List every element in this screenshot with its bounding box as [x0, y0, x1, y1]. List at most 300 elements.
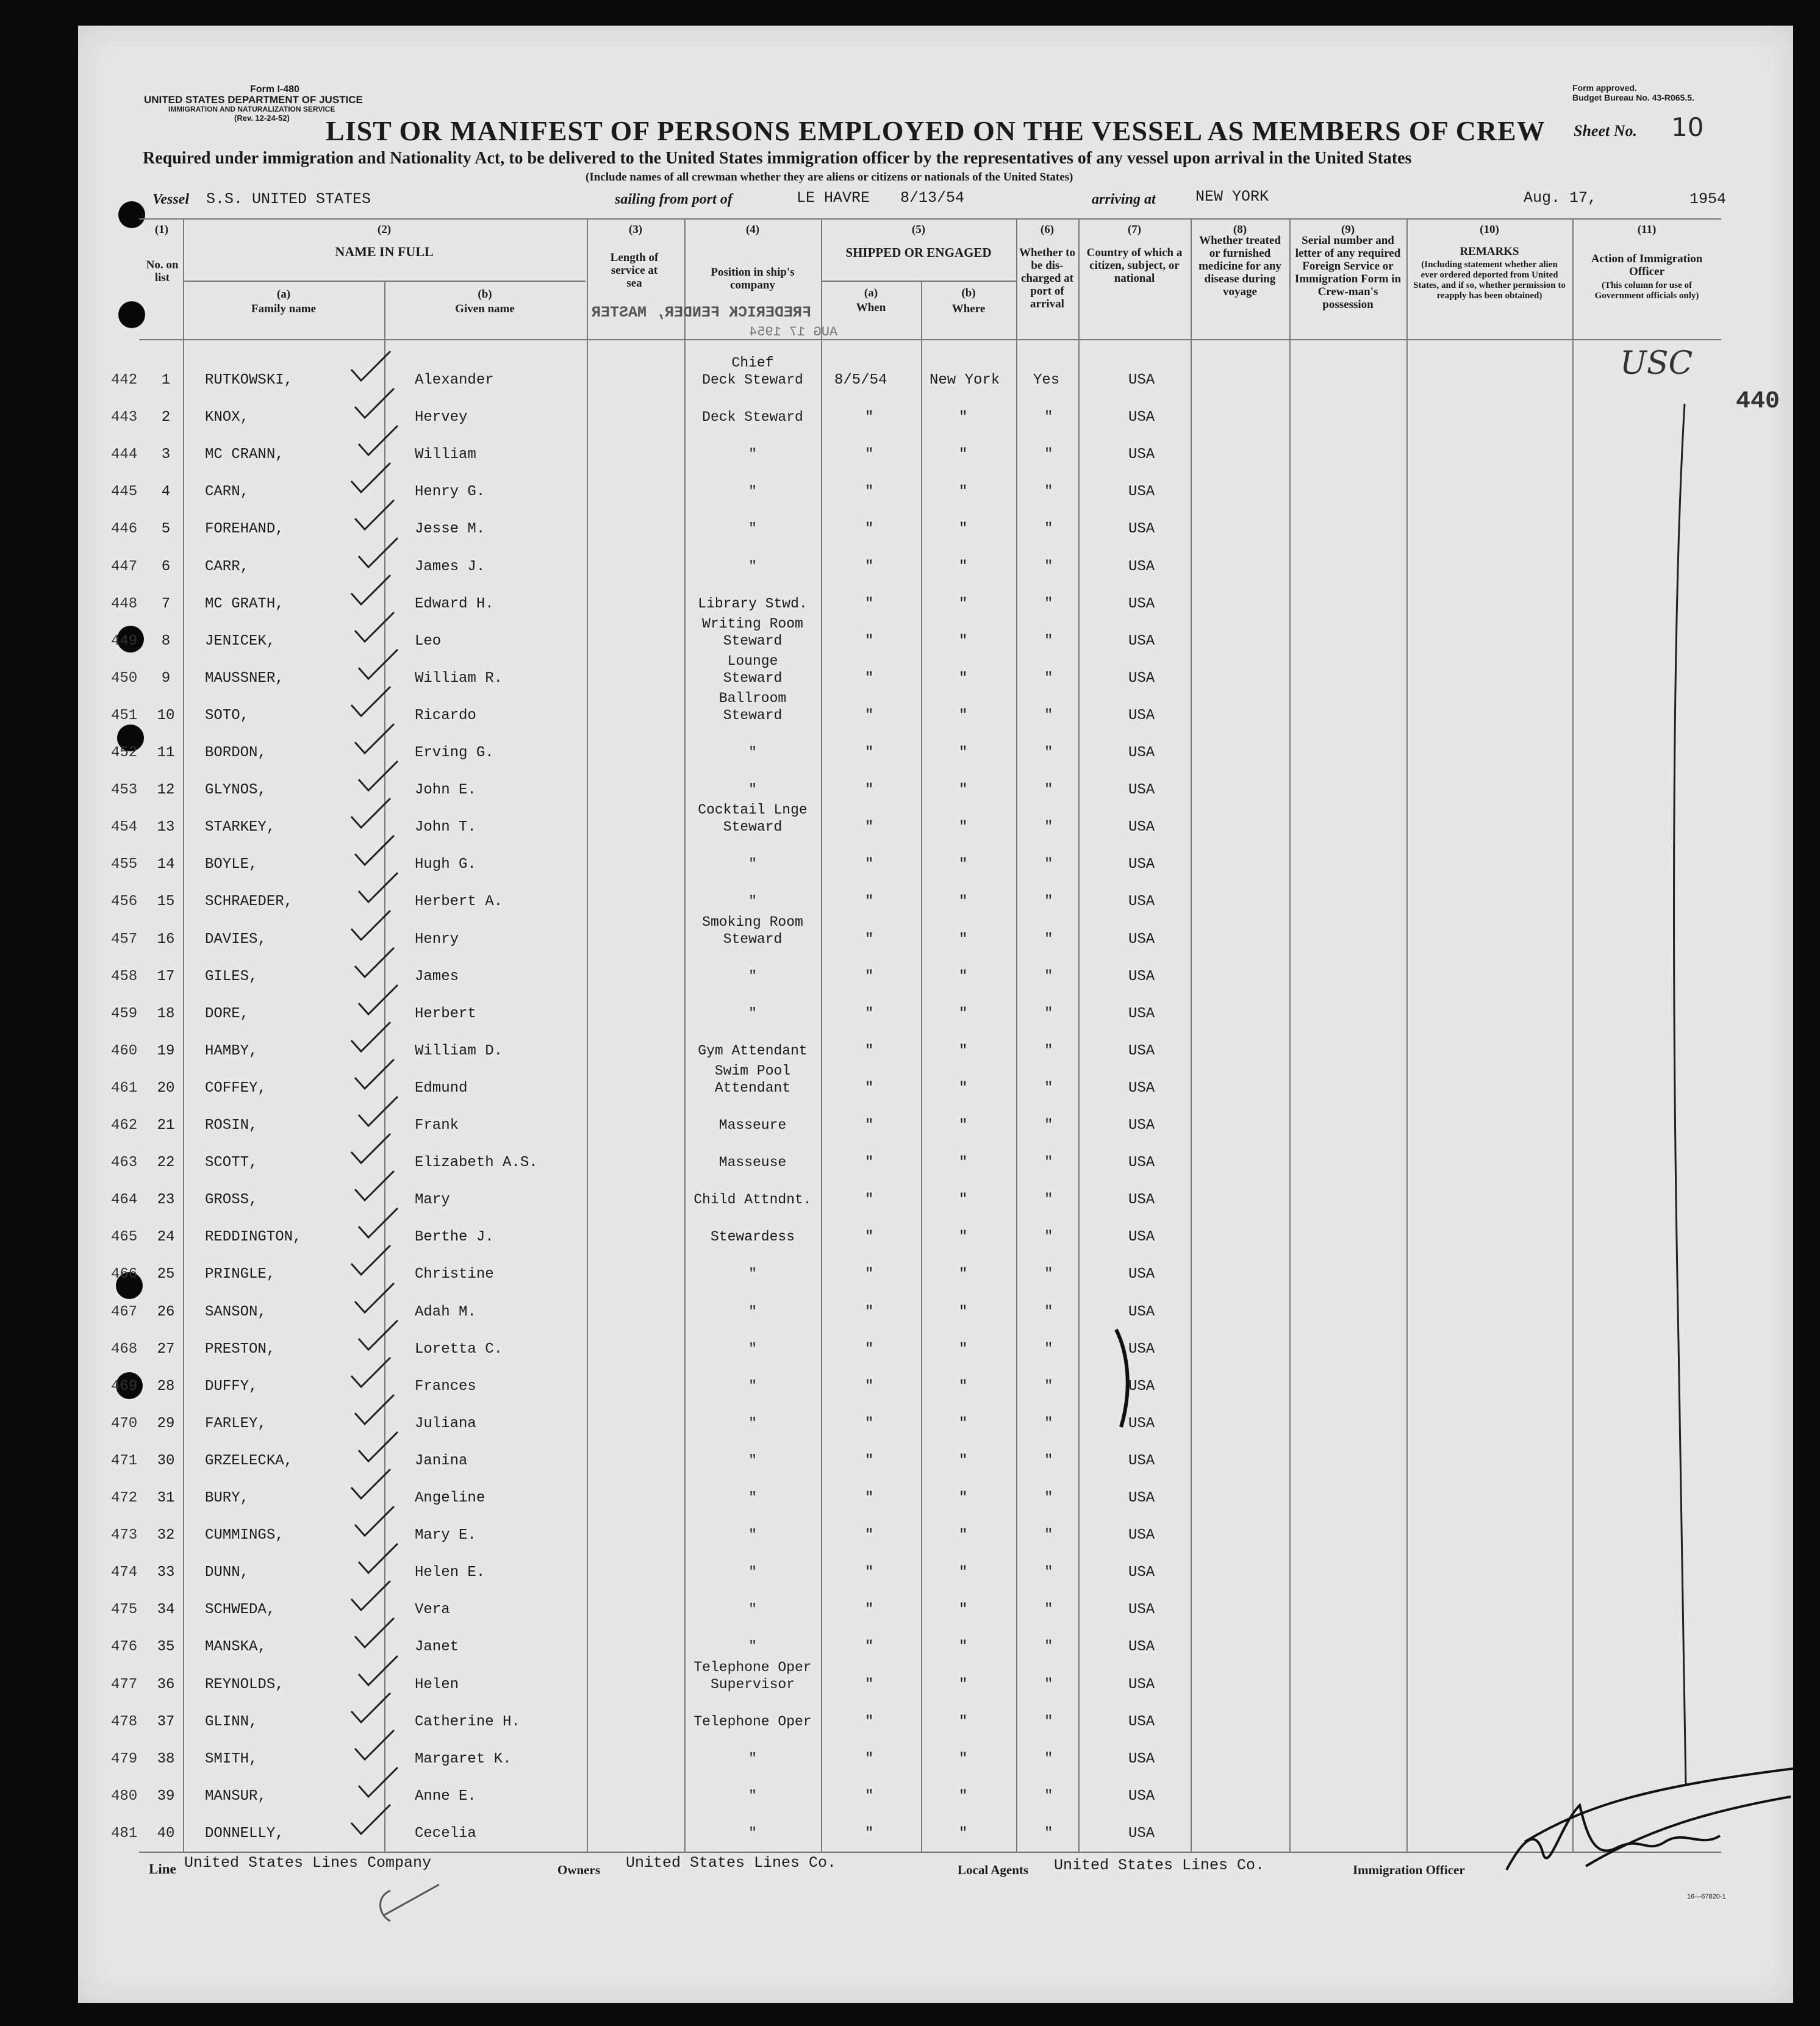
list-ref-number: 466	[111, 1266, 138, 1283]
stamp-date: AUG 17 1954	[749, 324, 838, 340]
check-mark-icon	[348, 573, 396, 609]
family-name: ROSIN,	[205, 1117, 258, 1134]
discharge-flag: "	[1044, 1602, 1053, 1618]
position-title: Supervisor	[710, 1677, 795, 1692]
check-mark-icon	[348, 1131, 396, 1168]
column-rule	[821, 218, 822, 1853]
position-title: "	[748, 968, 757, 984]
arrival-date: Aug. 17,	[1524, 189, 1597, 207]
list-ref-number: 454	[111, 819, 138, 836]
vessel-name: S.S. UNITED STATES	[206, 190, 371, 208]
check-mark-icon	[348, 1691, 396, 1727]
given-name: Edward H.	[415, 596, 494, 612]
list-ref-number: 462	[111, 1117, 138, 1134]
discharge-flag: "	[1044, 707, 1053, 724]
shipped-date: "	[865, 1453, 874, 1469]
list-ref-number: 481	[111, 1825, 138, 1842]
form-code: 16—67820-1	[1687, 1893, 1726, 1900]
position-title: Ballroom	[718, 690, 787, 706]
column-number: (8)	[1233, 223, 1247, 236]
check-mark-icon	[355, 1094, 404, 1131]
check-mark-icon	[355, 983, 404, 1019]
family-name: BURY,	[205, 1490, 249, 1506]
list-ref-number: 469	[111, 1378, 138, 1395]
column-rule	[587, 218, 588, 1853]
row-number: 35	[157, 1639, 175, 1655]
list-ref-number: 442	[111, 372, 138, 388]
citizenship-country: USA	[1128, 1788, 1155, 1805]
list-ref-number: 467	[111, 1304, 138, 1320]
list-ref-number: 444	[111, 446, 138, 463]
list-ref-number: 461	[111, 1080, 138, 1097]
given-name: Christine	[415, 1266, 494, 1283]
arrival-year: 1954	[1689, 190, 1727, 208]
row-number: 24	[157, 1229, 175, 1245]
check-mark-icon	[348, 1243, 396, 1280]
row-number: 17	[157, 968, 175, 985]
position-title: Chief	[731, 355, 774, 371]
list-ref-number: 470	[111, 1416, 138, 1432]
family-name: MC CRANN,	[205, 446, 284, 463]
citizenship-country: USA	[1128, 559, 1155, 575]
family-name: STARKEY,	[205, 819, 276, 836]
given-name: Janet	[415, 1639, 459, 1655]
given-name: Vera	[415, 1602, 450, 1618]
position-title: Writing Room	[702, 616, 803, 632]
check-mark-icon	[351, 721, 400, 758]
position-title: "	[748, 1564, 757, 1580]
check-mark-icon	[355, 647, 404, 684]
row-number: 4	[161, 484, 171, 500]
family-name: GRZELECKA,	[205, 1453, 293, 1469]
discharge-flag: "	[1044, 633, 1053, 650]
check-mark-icon	[355, 1206, 404, 1242]
given-name: William D.	[415, 1043, 503, 1059]
action-note: (This column for use of Government officials only)	[1594, 281, 1699, 301]
check-mark-icon	[355, 759, 404, 795]
discharge-flag: "	[1044, 893, 1053, 910]
shipped-date: "	[865, 521, 874, 537]
discharge-flag: "	[1044, 484, 1053, 500]
discharge-flag: "	[1044, 1266, 1053, 1283]
row-number: 2	[161, 409, 171, 426]
column-number: (1)	[154, 223, 169, 236]
given-name: Alexander	[415, 372, 494, 388]
discharge-flag: "	[1044, 1825, 1053, 1842]
check-mark-icon	[348, 1578, 396, 1615]
citizenship-country: USA	[1128, 1453, 1155, 1469]
discharge-flag: "	[1044, 1006, 1053, 1022]
position-title: "	[748, 1378, 757, 1394]
column-sub-b: (b)	[961, 287, 976, 299]
row-number: 39	[157, 1788, 175, 1805]
discharge-flag: "	[1044, 559, 1053, 575]
owners-label: Owners	[557, 1863, 600, 1877]
shipped-place: "	[959, 1117, 968, 1134]
family-name: SANSON,	[205, 1304, 267, 1320]
citizenship-country: USA	[1128, 1341, 1155, 1358]
family-name: BORDON,	[205, 745, 267, 761]
row-number: 27	[157, 1341, 175, 1358]
column-number: (9)	[1341, 223, 1355, 236]
family-name: CARN,	[205, 484, 249, 500]
check-mark-icon	[355, 1430, 404, 1466]
given-name: Helen E.	[415, 1564, 485, 1581]
family-name: BOYLE,	[205, 856, 258, 873]
given-name: Herbert	[415, 1006, 476, 1022]
discharge-flag: "	[1044, 931, 1053, 948]
given-name: Hervey	[415, 409, 468, 426]
list-ref-number: 446	[111, 521, 138, 537]
column-number: (3)	[628, 223, 643, 236]
position-title: "	[748, 1266, 757, 1282]
row-number: 31	[157, 1490, 175, 1506]
check-mark-icon	[348, 1802, 396, 1839]
column-header-length-service: Length of service at sea	[610, 251, 659, 290]
given-name: Henry G.	[415, 484, 485, 500]
position-title: "	[748, 1639, 757, 1655]
discharge-flag: "	[1044, 1229, 1053, 1245]
column-rule	[921, 281, 922, 1853]
shipped-date: "	[865, 1006, 874, 1022]
position-title: Gym Attendant	[698, 1043, 808, 1059]
position-title: Masseure	[718, 1117, 787, 1133]
shipped-date: "	[865, 409, 874, 426]
position-title: Steward	[723, 633, 783, 649]
column-number: (11)	[1637, 223, 1657, 236]
shipped-place: "	[959, 968, 968, 985]
list-ref-number: 464	[111, 1192, 138, 1208]
shipped-place: "	[959, 1639, 968, 1655]
handwritten-initials: USC	[1620, 345, 1693, 382]
shipped-place: "	[959, 1453, 968, 1469]
given-name: Cecelia	[415, 1825, 476, 1842]
check-mark-icon	[348, 1467, 396, 1503]
sheet-number: 10	[1671, 112, 1704, 142]
manifest-subtitle: Required under immigration and Nationality Act, to be delivered to the United States immigration officer by the representatives of any vessel upon arrival in the United States	[143, 149, 1412, 168]
position-title: Steward	[723, 931, 783, 947]
list-ref-number: 460	[111, 1043, 138, 1059]
position-title: Steward	[723, 707, 783, 723]
check-mark-icon	[355, 1318, 404, 1355]
given-name: Berthe J.	[415, 1229, 494, 1245]
list-ref-number: 455	[111, 856, 138, 873]
family-name: DUNN,	[205, 1564, 249, 1581]
row-number: 26	[157, 1304, 175, 1320]
citizenship-country: USA	[1128, 1229, 1155, 1245]
position-title: Swim Pool	[714, 1063, 791, 1079]
list-ref-number: 458	[111, 968, 138, 985]
discharge-flag: "	[1044, 1714, 1053, 1730]
shipped-date: "	[865, 1154, 874, 1171]
shipped-place: "	[959, 484, 968, 500]
check-mark-icon	[351, 1504, 400, 1541]
shipped-date: 8/5/54	[834, 372, 887, 388]
family-name: GLYNOS,	[205, 782, 267, 798]
family-name: PRESTON,	[205, 1341, 276, 1358]
given-name: James	[415, 968, 459, 985]
form-number: Form I-480	[250, 84, 299, 95]
arriving-label: arriving at	[1092, 192, 1156, 207]
shipped-date: "	[865, 1677, 874, 1693]
discharge-flag: "	[1044, 446, 1053, 463]
row-number: 16	[157, 931, 175, 948]
shipped-place: "	[959, 1304, 968, 1320]
shipped-place: "	[959, 1266, 968, 1283]
shipped-place: "	[959, 1192, 968, 1208]
list-ref-number: 476	[111, 1639, 138, 1655]
check-mark-icon	[355, 1653, 404, 1690]
given-name: Catherine H.	[415, 1714, 520, 1730]
family-name: COFFEY,	[205, 1080, 267, 1097]
approval-line: Form approved.	[1572, 83, 1637, 93]
citizenship-country: USA	[1128, 819, 1155, 836]
shipped-date: "	[865, 1341, 874, 1358]
shipped-date: "	[865, 1788, 874, 1805]
discharge-flag: "	[1044, 1378, 1053, 1395]
discharge-flag: "	[1044, 670, 1053, 687]
family-name: GLINN,	[205, 1714, 258, 1730]
table-bottom-rule	[139, 1852, 1721, 1853]
family-name: FOREHAND,	[205, 521, 284, 537]
shipped-place: "	[959, 1825, 968, 1842]
column-number: (5)	[911, 223, 926, 236]
position-title: Deck Steward	[702, 372, 803, 388]
position-title: "	[748, 745, 757, 761]
shipped-date: "	[865, 1192, 874, 1208]
citizenship-country: USA	[1128, 1192, 1155, 1208]
shipped-date: "	[865, 670, 874, 687]
check-mark-icon	[351, 498, 400, 534]
column-sub-a: (a)	[276, 288, 291, 301]
row-number: 21	[157, 1117, 175, 1134]
family-name: FARLEY,	[205, 1416, 267, 1432]
given-name: Juliana	[415, 1416, 476, 1432]
position-title: Deck Steward	[702, 409, 803, 425]
list-ref-number: 449	[111, 633, 138, 650]
column-rule	[183, 218, 184, 1853]
row-number: 28	[157, 1378, 175, 1395]
citizenship-country: USA	[1128, 1564, 1155, 1581]
given-name: Adah M.	[415, 1304, 476, 1320]
row-number: 32	[157, 1527, 175, 1544]
column-number: (2)	[377, 223, 392, 236]
shipped-place: "	[959, 1043, 968, 1059]
citizenship-country: USA	[1128, 1043, 1155, 1059]
line-label: Line	[149, 1861, 176, 1877]
list-ref-number: 473	[111, 1527, 138, 1544]
remarks-note: (Including statement whether alien ever ordered deported from United States, and if so, whether permission to reapply has been obtained)	[1413, 260, 1566, 301]
shipped-date: "	[865, 856, 874, 873]
citizenship-country: USA	[1128, 1416, 1155, 1432]
list-ref-number: 468	[111, 1341, 138, 1358]
given-name: John E.	[415, 782, 476, 798]
row-number: 14	[157, 856, 175, 873]
check-mark-icon	[348, 684, 396, 721]
discharge-flag: "	[1044, 1043, 1053, 1059]
discharge-flag: "	[1044, 1751, 1053, 1767]
position-title: "	[748, 559, 757, 575]
position-title: "	[748, 782, 757, 798]
family-name: MAUSSNER,	[205, 670, 284, 687]
shipped-date: "	[865, 1117, 874, 1134]
position-title: Cocktail Lnge	[698, 802, 808, 818]
position-title: "	[748, 893, 757, 909]
list-ref-number: 465	[111, 1229, 138, 1245]
header-divider	[821, 281, 1016, 282]
check-mark-icon	[348, 349, 396, 385]
shipped-date: "	[865, 893, 874, 910]
column-rule	[1406, 218, 1408, 1853]
family-name: CUMMINGS,	[205, 1527, 284, 1544]
citizenship-country: USA	[1128, 931, 1155, 948]
given-name: Elizabeth A.S.	[415, 1154, 538, 1171]
position-title: "	[748, 1788, 757, 1804]
citizenship-country: USA	[1128, 782, 1155, 798]
discharge-flag: "	[1044, 1453, 1053, 1469]
shipped-date: "	[865, 931, 874, 948]
column-number: (6)	[1040, 223, 1055, 236]
shipped-place: "	[959, 1416, 968, 1432]
shipped-place: "	[959, 1006, 968, 1022]
shipped-date: "	[865, 1266, 874, 1283]
row-number: 33	[157, 1564, 175, 1581]
shipped-place: "	[959, 1714, 968, 1730]
family-name: DORE,	[205, 1006, 249, 1022]
column-rule	[1191, 218, 1192, 1853]
list-ref-number: 480	[111, 1788, 138, 1805]
discharge-flag: "	[1044, 819, 1053, 836]
shipped-date: "	[865, 1304, 874, 1320]
discharge-flag: "	[1044, 1117, 1053, 1134]
given-name: Jesse M.	[415, 521, 485, 537]
given-name: Angeline	[415, 1490, 485, 1506]
shipped-place: "	[959, 893, 968, 910]
departure-port: LE HAVRE	[797, 189, 870, 207]
shipped-place: "	[959, 856, 968, 873]
discharge-flag: "	[1044, 1639, 1053, 1655]
family-name: REYNOLDS,	[205, 1677, 284, 1693]
column-number: (4)	[745, 223, 760, 236]
discharge-flag: "	[1044, 596, 1053, 612]
row-number: 5	[161, 521, 171, 537]
row-number: 12	[157, 782, 175, 798]
shipped-date: "	[865, 707, 874, 724]
column-header-name: NAME IN FULL	[335, 244, 434, 259]
shipped-date: "	[865, 559, 874, 575]
family-name: SCHRAEDER,	[205, 893, 293, 910]
citizenship-country: USA	[1128, 521, 1155, 537]
given-name: Edmund	[415, 1080, 468, 1097]
check-mark-icon	[348, 1020, 396, 1056]
citizenship-country: USA	[1128, 633, 1155, 650]
family-name: CARR,	[205, 559, 249, 575]
position-title: Stewardess	[710, 1229, 795, 1245]
list-ref-number: 450	[111, 670, 138, 687]
given-name: Henry	[415, 931, 459, 948]
citizenship-country: USA	[1128, 484, 1155, 500]
citizenship-country: USA	[1128, 893, 1155, 910]
department-name: UNITED STATES DEPARTMENT OF JUSTICE	[144, 94, 363, 106]
discharge-flag: "	[1044, 1192, 1053, 1208]
row-number: 15	[157, 893, 175, 910]
row-number: 6	[161, 559, 171, 575]
check-mark-icon	[351, 1169, 400, 1205]
shipped-date: "	[865, 968, 874, 985]
discharge-flag: "	[1044, 1416, 1053, 1432]
sailing-label: sailing from port of	[615, 192, 733, 207]
citizenship-country: USA	[1128, 1080, 1155, 1097]
position-title: "	[748, 1304, 757, 1320]
given-name: Hugh G.	[415, 856, 476, 873]
shipped-place: "	[959, 596, 968, 612]
check-mark-icon	[348, 908, 396, 945]
position-title: "	[748, 1453, 757, 1469]
family-name: GILES,	[205, 968, 258, 985]
family-name: JENICEK,	[205, 633, 276, 650]
shipped-date: "	[865, 1714, 874, 1730]
list-ref-number: 457	[111, 931, 138, 948]
local-agents-label: Local Agents	[958, 1863, 1029, 1877]
service-name: IMMIGRATION AND NATURALIZATION SERVICE	[168, 105, 335, 113]
shipped-place: "	[959, 1378, 968, 1395]
citizenship-country: USA	[1128, 707, 1155, 724]
shipped-date: "	[865, 1825, 874, 1842]
row-number: 18	[157, 1006, 175, 1022]
row-number: 40	[157, 1825, 175, 1842]
shipped-place: "	[959, 1677, 968, 1693]
shipped-date: "	[865, 1639, 874, 1655]
citizenship-country: USA	[1128, 1304, 1155, 1320]
list-ref-number: 445	[111, 484, 138, 500]
given-name: William R.	[415, 670, 503, 687]
shipped-date: "	[865, 596, 874, 612]
column-number: (10)	[1480, 223, 1499, 236]
table-top-rule	[139, 218, 1721, 220]
given-name: Ricardo	[415, 707, 476, 724]
column-header-where: Where	[951, 302, 986, 315]
shipped-date: "	[865, 1490, 874, 1506]
shipped-place: "	[959, 1751, 968, 1767]
position-title: "	[748, 484, 757, 499]
shipped-date: "	[865, 782, 874, 798]
family-name: MANSKA,	[205, 1639, 267, 1655]
position-title: Steward	[723, 670, 783, 686]
check-mark-icon	[351, 610, 400, 646]
given-name: Anne E.	[415, 1788, 476, 1805]
family-name: REDDINGTON,	[205, 1229, 302, 1245]
citizenship-country: USA	[1128, 1154, 1155, 1171]
row-number: 20	[157, 1080, 175, 1097]
column-header-position: Position in ship's company	[711, 266, 795, 292]
discharge-flag: "	[1044, 782, 1053, 798]
check-mark-icon	[355, 1765, 404, 1802]
check-mark-icon	[351, 1392, 400, 1429]
row-number: 30	[157, 1453, 175, 1469]
family-name: HAMBY,	[205, 1043, 258, 1059]
given-name: Leo	[415, 633, 442, 650]
shipped-date: "	[865, 1080, 874, 1097]
shipped-date: "	[865, 1043, 874, 1059]
list-ref-number: 463	[111, 1154, 138, 1171]
budget-bureau-number: Budget Bureau No. 43-R065.5.	[1572, 93, 1694, 102]
row-number: 10	[157, 707, 175, 724]
position-title: Masseuse	[718, 1154, 787, 1170]
local-agents-company: United States Lines Co.	[1054, 1856, 1265, 1874]
list-ref-number: 459	[111, 1006, 138, 1022]
shipped-place: "	[959, 1602, 968, 1618]
family-name: DUFFY,	[205, 1378, 258, 1395]
